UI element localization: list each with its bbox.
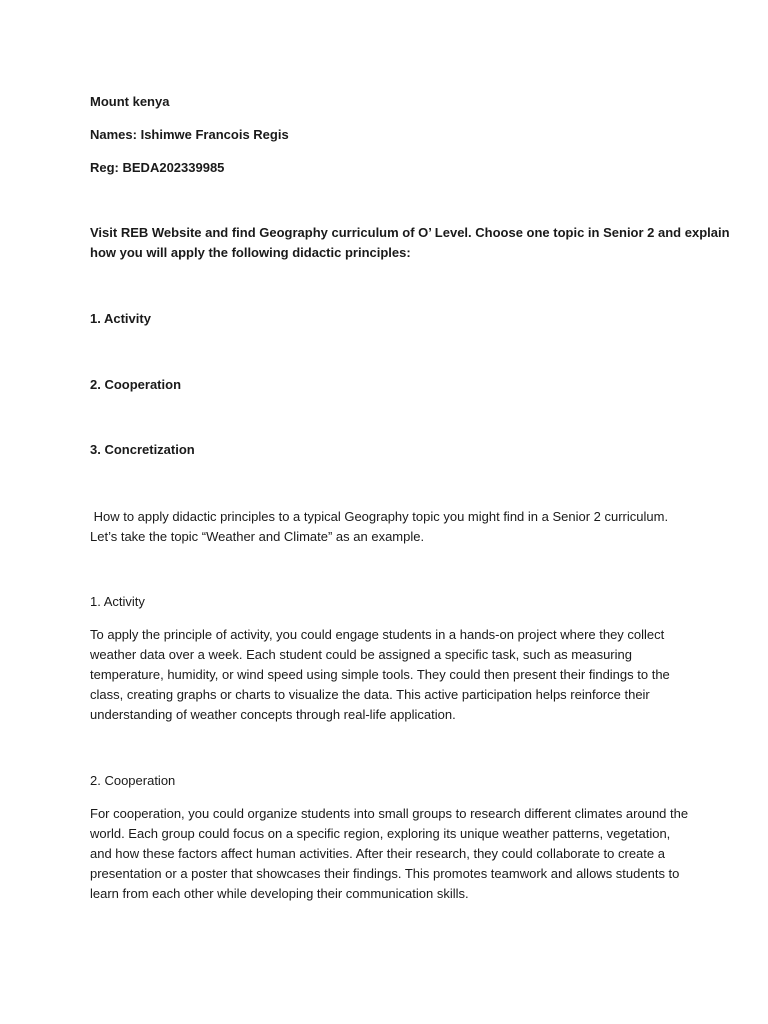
institution-heading: Mount kenya bbox=[90, 94, 170, 109]
body-line: world. Each group could focus on a specific region, exploring its unique weather patterns, vegetation, bbox=[90, 826, 671, 841]
body-line: learn from each other while developing their communication skills. bbox=[90, 886, 469, 901]
section-body-activity bbox=[90, 625, 690, 725]
section-body-cooperation bbox=[90, 804, 690, 904]
body-line: class, creating graphs or charts to visualize the data. This active participation helps reinforce their bbox=[90, 687, 650, 702]
intro-line: How to apply didactic principles to a typical Geography topic you might find in a Senior 2 curriculum. bbox=[90, 509, 669, 524]
body-line: weather data over a week. Each student could be assigned a specific task, such as measuring bbox=[90, 647, 632, 662]
body-line: presentation or a poster that showcases their findings. This promotes teamwork and allows students to bbox=[90, 866, 680, 881]
question-line: Visit REB Website and find Geography curriculum of O’ Level. Choose one topic in Senior 2 and explain bbox=[90, 225, 730, 240]
body-line: For cooperation, you could organize students into small groups to research different climates around the bbox=[90, 806, 689, 821]
principle-item-cooperation: 2. Cooperation bbox=[90, 377, 182, 392]
section-heading-cooperation: 2. Cooperation bbox=[90, 773, 176, 788]
principle-item-activity: 1. Activity bbox=[90, 311, 151, 326]
intro-paragraph bbox=[90, 507, 690, 547]
section-heading-activity: 1. Activity bbox=[90, 594, 145, 609]
principle-item-concretization: 3. Concretization bbox=[90, 442, 195, 457]
body-line: understanding of weather concepts through real-life application. bbox=[90, 707, 456, 722]
question-line: how you will apply the following didactic principles: bbox=[90, 245, 411, 260]
assignment-question bbox=[90, 223, 730, 263]
body-line: and how these factors affect human activities. After their research, they could collaborate to create a bbox=[90, 846, 665, 861]
student-names: Names: Ishimwe Francois Regis bbox=[90, 127, 289, 142]
body-line: temperature, humidity, or wind speed using simple tools. They could then present their findings to the bbox=[90, 667, 670, 682]
body-line: To apply the principle of activity, you could engage students in a hands-on project where they collect bbox=[90, 627, 665, 642]
registration-number: Reg: BEDA202339985 bbox=[90, 160, 225, 175]
intro-line: Let’s take the topic “Weather and Climate” as an example. bbox=[90, 529, 425, 544]
